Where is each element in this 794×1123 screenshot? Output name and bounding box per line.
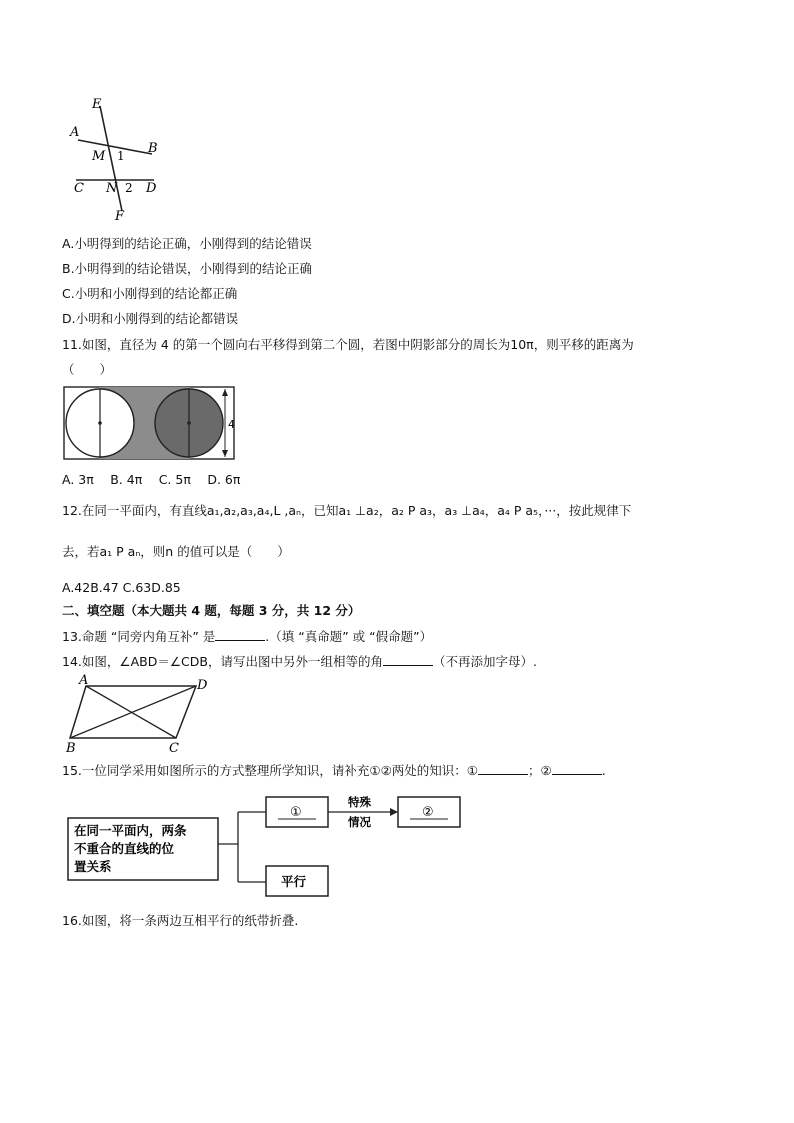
fig14-diagonal-ac (86, 686, 176, 738)
q11-question: 11.如图，直径为 4 的第一个圆向右平移得到第二个圆，若图中阴影部分的周长为10π，则平移的距离为 (62, 337, 634, 352)
fig15-special-line2: 情况 (348, 815, 371, 829)
q12-options: A.42B.47 C.63D.85 (62, 580, 181, 595)
q10-option-c: C.小明和小刚得到的结论都正确 (62, 286, 238, 301)
fig14-label-a: A (79, 673, 89, 688)
fig15-box-1-symbol: ① (290, 805, 302, 820)
q13-text-pre: 13.命题 “同旁内角互补” 是 (62, 629, 216, 644)
label-c: C (74, 181, 84, 196)
fig15-box-parallel-text: 平行 (281, 874, 307, 889)
label-f: F (115, 209, 125, 224)
q13-answer-blank[interactable] (215, 628, 265, 641)
fig15-main-line2: 不重合的直线的位 (74, 841, 175, 856)
fig15-arrow-head (390, 808, 398, 816)
label-d: D (146, 181, 157, 196)
fig15-knowledge-map (66, 794, 466, 899)
fig15-main-line1: 在同一平面内，两条 (74, 823, 187, 838)
fig10-diagram (62, 96, 172, 224)
q15-text-post: . (601, 763, 606, 778)
fig15-main-line3: 置关系 (74, 859, 112, 874)
q13-question (62, 628, 432, 645)
q12-question-line2: 去，若a₁ P aₙ，则n 的值可以是（ ） (62, 544, 290, 559)
label-1: 1 (117, 149, 125, 163)
q10-option-b: B.小明得到的结论错误，小刚得到的结论正确 (62, 261, 313, 276)
fig11-diagram (62, 385, 247, 465)
label-2: 2 (125, 181, 133, 195)
q15-text-pre: 15.一位同学采用如图所示的方式整理所学知识，请补充①②两处的知识：① (62, 763, 478, 778)
q15-answer-blank-2[interactable] (552, 762, 602, 775)
fig15-box-2-symbol: ② (422, 805, 434, 820)
q14-answer-blank[interactable] (383, 653, 433, 666)
q11-options: A. 3π B. 4π C. 5π D. 6π (62, 472, 241, 487)
fig14-label-d: D (197, 678, 208, 693)
q10-option-d: D.小明和小刚得到的结论都错误 (62, 311, 239, 326)
q15-text-mid: ；② (528, 763, 552, 778)
q12-question-line1: 12.在同一平面内，有直线a₁,a₂,a₃,a₄,L ,aₙ，已知a₁ ⊥a₂，a₂ P a₃，a₃ ⊥a₄，a₄ P a₅，···，按此规律下 (62, 503, 632, 518)
q10-option-a: A.小明得到的结论正确，小刚得到的结论错误 (62, 236, 312, 251)
label-e: E (92, 97, 102, 112)
line-ab (78, 140, 152, 154)
fig15-special-line1: 特殊 (348, 795, 371, 809)
q11-paren: （ ） (62, 362, 113, 377)
q14-question (62, 653, 537, 670)
q14-text-post: （不再添加字母）. (432, 654, 537, 669)
fig11-dimension-label: 4 (228, 418, 235, 431)
fig14-label-b: B (66, 741, 76, 756)
q16-question: 16.如图，将一条两边互相平行的纸带折叠. (62, 913, 299, 928)
q15-answer-blank-1[interactable] (478, 762, 528, 775)
fig14-label-c: C (169, 741, 179, 756)
fig14-parallelogram (66, 673, 216, 756)
label-m: M (92, 149, 106, 164)
fig11-center-1 (98, 421, 102, 425)
label-b: B (148, 141, 158, 156)
label-a: A (70, 125, 80, 140)
q14-text-pre: 14.如图，∠ABD＝∠CDB，请写出图中另外一组相等的角 (62, 654, 383, 669)
fig14-diagonal-bd (70, 686, 196, 738)
q13-text-post: .（填 “真命题” 或 “假命题”） (265, 629, 433, 644)
fig11-center-2 (187, 421, 191, 425)
section2-title: 二、填空题（本大题共 4 题，每题 3 分，共 12 分） (62, 603, 361, 618)
label-n: N (106, 181, 118, 196)
q15-question (62, 762, 606, 779)
